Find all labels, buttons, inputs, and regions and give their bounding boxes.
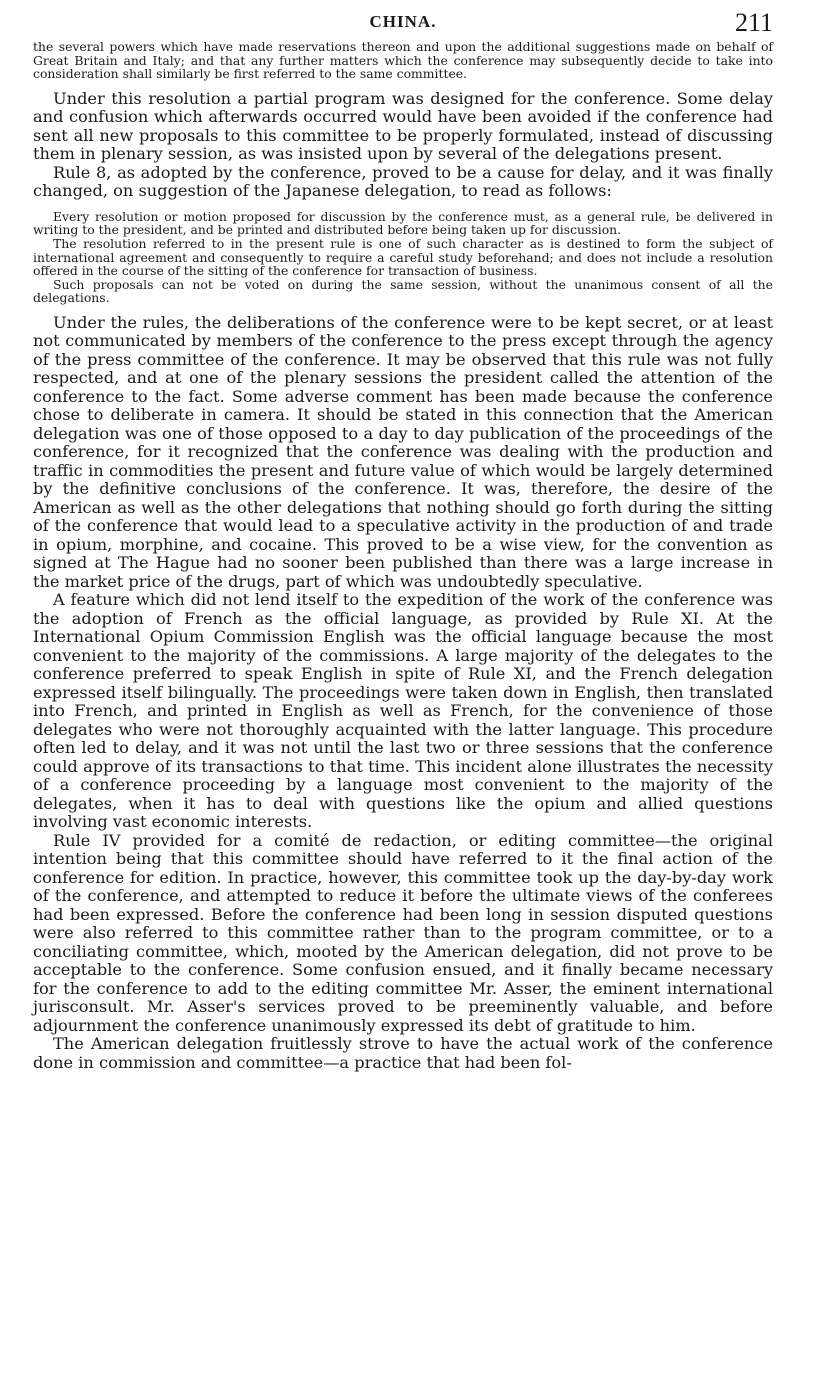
document-page xyxy=(33,10,773,1072)
quote-rule-8-part-3: Such proposals can not be voted on during the same session, without the unanimous consent of all the delegations. xyxy=(33,276,773,306)
quote-rule-8-part-2: The resolution referred to in the present rule is one of such character as is destined to form the subject of international agreement and consequently to require a careful study beforehand; and does not include a resolution offered in the course of the sitting of the conference for transaction of business. xyxy=(33,235,773,279)
paragraph-american-delegation: The American delegation fruitlessly strove to have the actual work of the conference done in commission and committee—a practice that had been fol- xyxy=(33,1034,773,1072)
running-head: CHINA. xyxy=(369,12,437,31)
page-header xyxy=(33,10,773,40)
paragraph-continued-resolution: the several powers which have made reservations thereon and upon the additional suggestions made on behalf of Great Britain and Italy; and that any further matters which the conference may subsequently decide to take into consideration shall similarly be first referred to the same committee. xyxy=(33,39,773,82)
paragraph-editing-committee: Rule IV provided for a comité de redaction, or editing committee—the original intention being that this committee should have referred to it the final action of the conference for edition. In practice, however, this committee took up the day-by-day work of the conference, and attempted to reduce it before the ultimate views of the conferees had been expressed. Before the conference had been long in session disputed questions were also referred to this committee rather than to the program committee, or to a conciliating committee, which, mooted by the American delegation, did not prove to be acceptable to the conference. Some confusion ensued, and it finally became necessary for the conference to add to the editing committee Mr. Asser, the eminent international jurisconsult. Mr. Asser's services proved to be preeminently valuable, and before adjournment the conference unanimously expressed its debt of gratitude to him. xyxy=(33,830,773,1035)
paragraph-partial-program: Under this resolution a partial program was designed for the conference. Some delay and confusion which afterwards occurred would have been avoided if the conference had sent all new proposals to this committee to be properly formulated, instead of discussing them in plenary session, as was insisted upon by several of the delegations present. xyxy=(33,88,773,164)
quote-rule-8-part-1: Every resolution or motion proposed for discussion by the conference must, as a general rule, be delivered in writing to the president, and be printed and distributed before being taken up for discussion. xyxy=(33,208,773,238)
paragraph-rule-8: Rule 8, as adopted by the conference, proved to be a cause for delay, and it was finally changed, on suggestion of the Japanese delegation, to read as follows: xyxy=(33,162,773,201)
paragraph-official-language: A feature which did not lend itself to the expedition of the work of the conference was the adoption of French as the official language, as provided by Rule XI. At the International Opium Commission English was the official language because the most convenient to the majority of the commissions. A large majority of the delegates to the conference preferred to speak English in spite of Rule XI, and the French delegation expressed itself bilingually. The proceedings were taken down in English, then translated into French, and printed in English as well as French, for the convenience of those delegates who were not thoroughly acquainted with the latter language. This procedure often led to delay, and it was not until the last two or three sessions that the conference could approve of its transactions to that time. This incident alone illustrates the necessity of a conference proceeding by a language most convenient to the majority of the delegates, when it has to deal with questions like the opium and allied questions involving vast economic interests. xyxy=(33,590,773,832)
page-number: 211 xyxy=(734,8,773,37)
paragraph-secrecy-rules: Under the rules, the deliberations of the conference were to be kept secret, or at least not communicated by members of the conference to the press except through the agency of the press committee of the conference. It may be observed that this rule was not fully respected, and at one of the plenary sessions the president called the attention of the conference to the fact. Some adverse comment has been made because the conference chose to deliberate in camera. It should be stated in this connection that the American delegation was one of those opposed to a day to day publication of the proceedings of the conference, for it recognized that the conference was dealing with the production and traffic in commodities the present and future value of which would be largely determined by the definitive conclusions of the conference. It was, therefore, the desire of the American as well as the other delegations that nothing should go forth during the sitting of the conference that would lead to a speculative activity in the production of and trade in opium, morphine, and cocaine. This proved to be a wise view, for the convention as signed at The Hague had no sooner been published than there was a large increase in the market price of the drugs, part of which was undoubtedly speculative. xyxy=(33,312,773,591)
